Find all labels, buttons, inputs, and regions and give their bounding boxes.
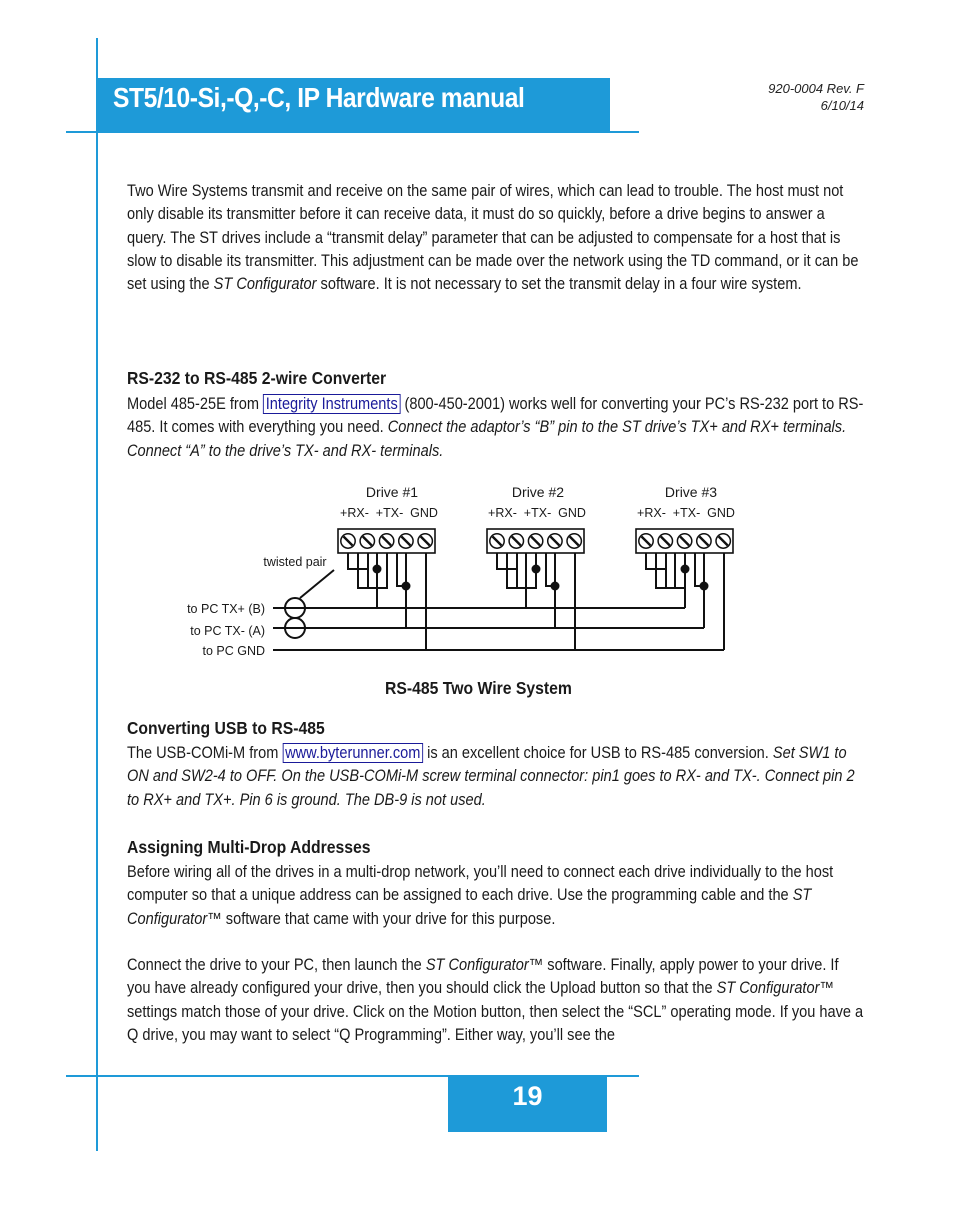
pc-gnd-label: to PC GND xyxy=(202,644,265,658)
byterunner-link[interactable]: www.byterunner.com xyxy=(282,743,423,763)
integrity-instruments-link[interactable]: Integrity Instruments xyxy=(263,394,400,414)
pc-tx-minus-label: to PC TX- (A) xyxy=(190,624,265,638)
page-title: ST5/10-Si,-Q,-C, IP Hardware manual xyxy=(113,82,525,113)
multidrop-paragraph-1: Before wiring all of the drives in a multi-drop network, you’ll need to connect each drive individually to the host computer so that a unique address can be assigned to each drive. Use the programming cable and the ST Configurator™ software that came with your drive for this purpose. xyxy=(127,863,834,928)
pc-tx-plus-label: to PC TX+ (B) xyxy=(187,602,265,616)
drive-1-label: Drive #1 xyxy=(365,484,419,500)
rs232-heading: RS-232 to RS-485 2-wire Converter xyxy=(127,368,387,388)
diagram-caption: RS-485 Two Wire System xyxy=(385,678,572,698)
drive-2-pins-label: +RX- +TX- GND xyxy=(488,506,586,520)
usb-paragraph: The USB-COMi-M from www.byterunner.com is an excellent choice for USB to RS-485 conversion. Set SW1 to ON and SW2-4 to OFF. On the USB-COMi-M screw terminal connector: pin1 goes to RX- and TX-. Connect pin 2 to RX+ and TX+. Pin 6 is ground. The DB-9 is not used. xyxy=(127,744,855,809)
drive-3-label: Drive #3 xyxy=(664,484,718,500)
rs232-paragraph: Model 485-25E from Integrity Instruments (800-450-2001) works well for converting your PC’s RS-232 port to RS-485. It comes with everything you need. Connect the adaptor’s “B” pin to the ST drive’s TX+ and RX+ terminals. Connect “A” to the drive’s TX- and RX- terminals. xyxy=(127,395,864,460)
doc-date: 6/10/14 xyxy=(820,98,864,113)
doc-number: 920-0004 Rev. F xyxy=(768,81,864,96)
page-number-box xyxy=(448,1077,607,1132)
twisted-pair-label: twisted pair xyxy=(263,555,327,569)
drive-1-pins-label: +RX- +TX- GND xyxy=(340,506,438,520)
usb-heading: Converting USB to RS-485 xyxy=(127,718,325,738)
page-number: 19 xyxy=(512,1081,543,1111)
multidrop-paragraph-2: Connect the drive to your PC, then launch the ST Configurator™ software. Finally, apply power to your drive. If you have already configured your drive, then you should click the Upload button so that the ST Configurator™ settings match those of your drive. Click on the Motion button, then select the “SCL” operating mode. If you have a Q drive, you may want to select “Q Programming”. Either way, you’ll see the xyxy=(127,956,864,1044)
drive-2-label: Drive #2 xyxy=(511,484,565,500)
drive-3-pins-label: +RX- +TX- GND xyxy=(637,506,735,520)
multidrop-heading: Assigning Multi-Drop Addresses xyxy=(127,837,371,857)
two-wire-paragraph: Two Wire Systems transmit and receive on the same pair of wires, which can lead to trouble. The host must not only disable its transmitter before it can receive data, it must do so quickly, before a drive begins to answer a query. The ST drives include a “transmit delay” parameter that can be adjusted to compensate for a host that is slow to disable its transmitter. This adjustment can be made over the network using the TD command, or it can be set using the ST Configurator software. It is not necessary to set the transmit delay in a four wire system. xyxy=(127,182,859,294)
